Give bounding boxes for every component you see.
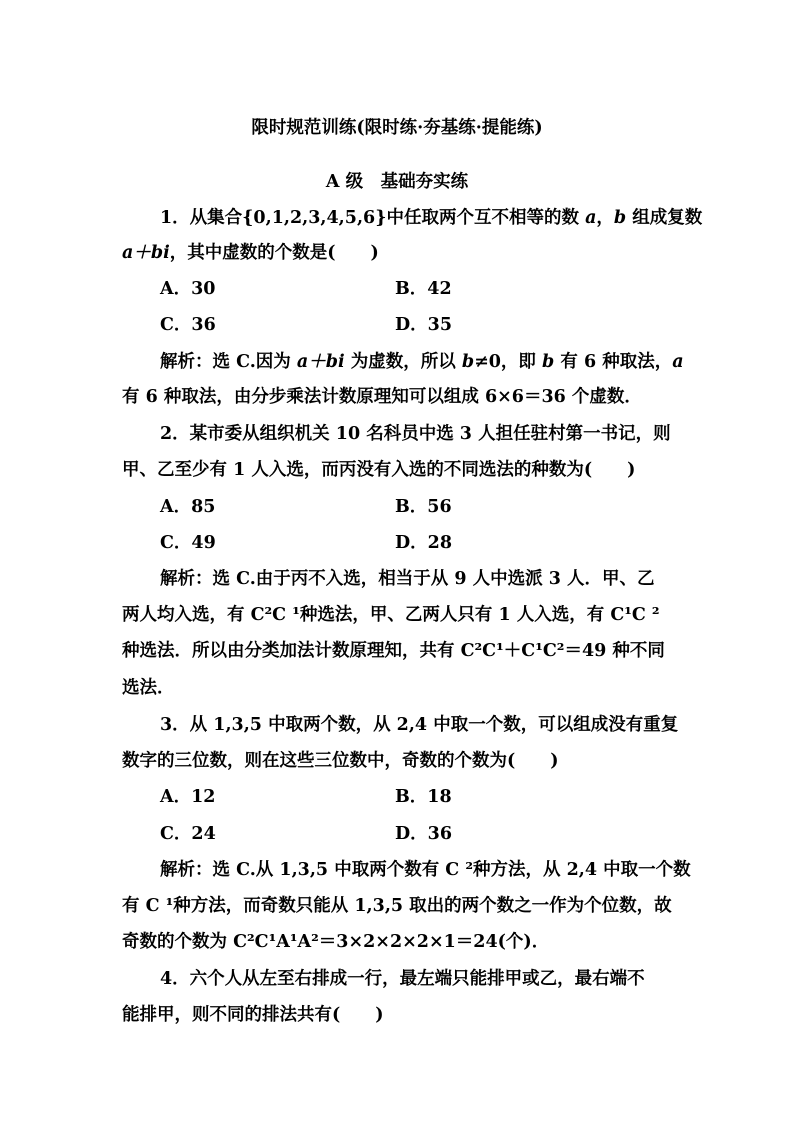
q2-option-a: A．85 (160, 497, 216, 517)
q2-stem-line2: 甲、乙至少有 1 人入选，而丙没有入选的不同选法的种数为( ) (122, 460, 636, 480)
q3-stem-line1: 3．从 1,3,5 中取两个数，从 2,4 中取一个数，可以组成没有重复 (160, 715, 679, 735)
q2-solution-line4: 选法． (122, 678, 175, 698)
q2-option-d: D．28 (395, 533, 453, 553)
q4-stem-line1: 4．六个人从左至右排成一行，最左端只能排甲或乙，最右端不 (160, 969, 645, 989)
q3-solution-line3: 奇数的个数为 C²C¹A¹A²＝3×2×2×2×1＝24(个)． (122, 932, 550, 952)
q3-option-a: A．12 (160, 787, 216, 807)
q3-option-b: B．18 (395, 787, 452, 807)
q2-solution-line2: 两人均入选，有 C²C ¹种选法，甲、乙两人只有 1 人入选，有 C¹C ² (122, 605, 660, 625)
q1-stem-line2: a＋bi，其中虚数的个数是( ) (122, 243, 379, 263)
q1-solution-line2: 有 6 种取法，由分步乘法计数原理知可以组成 6×6＝36 个虚数． (122, 387, 642, 407)
q2-option-c: C．49 (160, 533, 216, 553)
q1-stem-line1: 1．从集合{0,1,2,3,4,5,6}中任取两个互不相等的数 a，b 组成复数 (160, 208, 703, 228)
page-title: 限时规范训练(限时练·夯基练·提能练) (251, 118, 543, 138)
q3-option-d: D．36 (395, 824, 453, 844)
q2-stem-line1: 2．某市委从组织机关 10 名科员中选 3 人担任驻村第一书记，则 (160, 424, 671, 444)
q1-option-d: D．35 (395, 315, 453, 335)
q3-solution-line1: 解析：选 C.从 1,3,5 中取两个数有 C ²种方法，从 2,4 中取一个数 (160, 860, 691, 880)
q1-option-a: A．30 (160, 279, 216, 299)
q3-option-c: C．24 (160, 824, 216, 844)
q2-option-b: B．56 (395, 497, 452, 517)
q1-option-c: C．36 (160, 315, 216, 335)
q1-option-b: B．42 (395, 279, 452, 299)
q3-stem-line2: 数字的三位数，则在这些三位数中，奇数的个数为( ) (122, 751, 559, 771)
q2-solution-line3: 种选法．所以由分类加法计数原理知，共有 C²C¹＋C¹C²＝49 种不同 (122, 641, 665, 661)
q4-stem-line2: 能排甲，则不同的排法共有( ) (122, 1005, 384, 1025)
q1-solution-line1: 解析：选 C.因为 a＋bi 为虚数，所以 b≠0，即 b 有 6 种取法，a (160, 352, 684, 372)
section-heading: A 级 基础夯实练 (325, 172, 469, 192)
q3-solution-line2: 有 C ¹种方法，而奇数只能从 1,3,5 取出的两个数之一作为个位数，故 (122, 896, 672, 916)
q2-solution-line1: 解析：选 C.由于丙不入选，相当于从 9 人中选派 3 人．甲、乙 (160, 569, 655, 589)
